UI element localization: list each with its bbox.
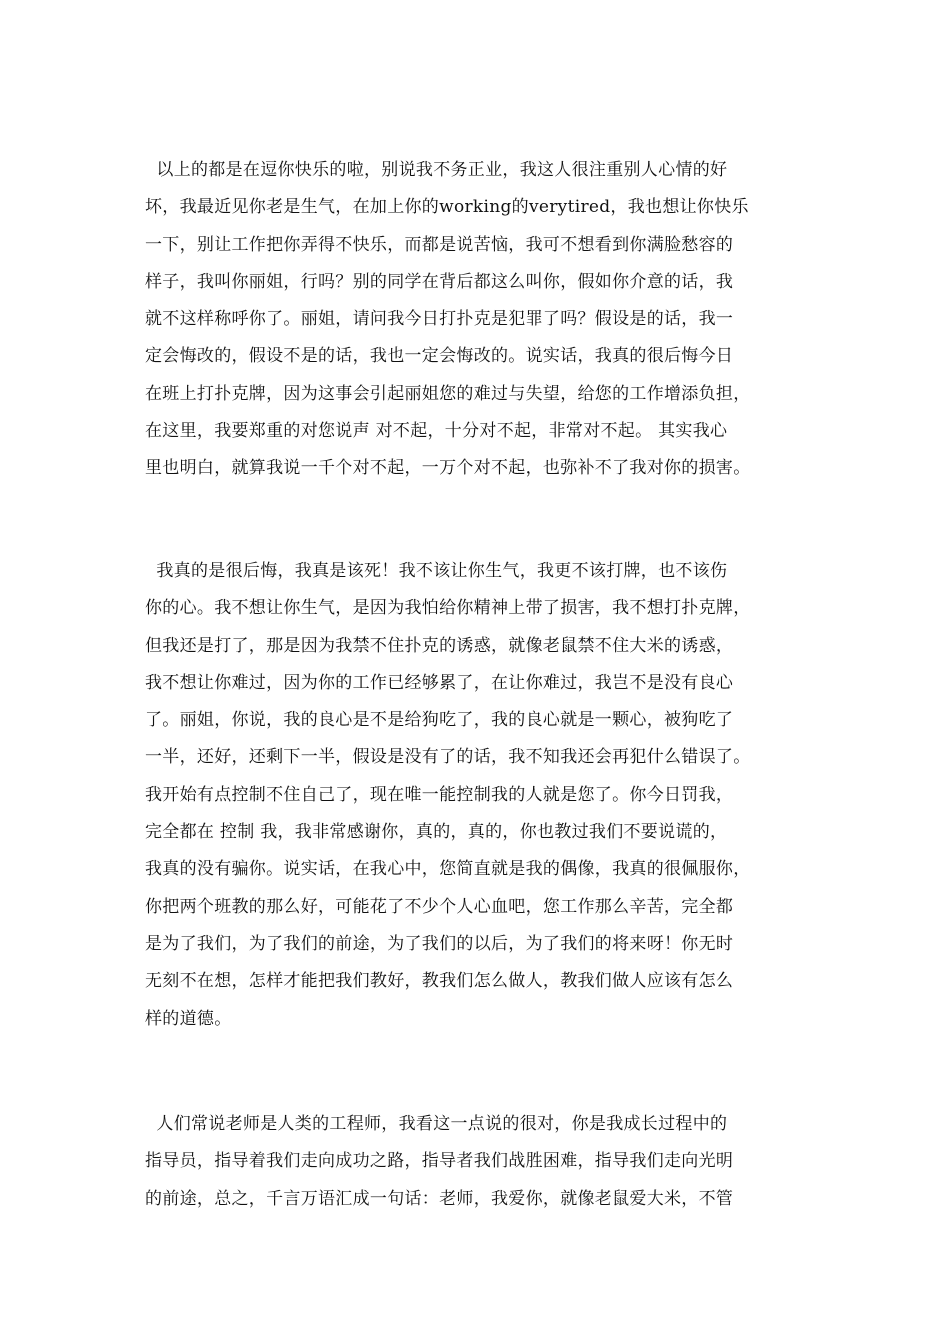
paragraph-line: 人们常说老师是人类的工程师，我看这一点说的很对，你是我成长过程中的 — [145, 1114, 728, 1134]
paragraph-line: 完全都在 控制 我，我非常感谢你，真的，真的，你也教过我们不要说谎的， — [145, 822, 728, 843]
paragraph-line: 里也明白，就算我说一千个对不起，一万个对不起，也弥补不了我对你的损害。 — [145, 458, 751, 479]
paragraph-line: 一下，别让工作把你弄得不快乐，而都是说苦恼，我可不想看到你满脸愁容的 — [145, 234, 734, 255]
paragraph-line: 在班上打扑克牌，因为这事会引起丽姐您的难过与失望，给您的工作增添负担， — [145, 383, 751, 404]
paragraph-line: 无刻不在想，怎样才能把我们教好，教我们怎么做人，教我们做人应该有怎么 — [145, 971, 734, 992]
paragraph-line: 以上的都是在逗你快乐的啦，别说我不务正业，我这人很注重别人心情的好 — [145, 160, 728, 180]
paragraph-line: 坏，我最近见你老是生气，在加上你的working的verytired，我也想让你快乐 — [145, 197, 749, 218]
paragraph-line: 我开始有点控制不住自己了，现在唯一能控制我的人就是您了。你今日罚我， — [145, 784, 734, 805]
paragraph-1 — [145, 152, 815, 488]
paragraph-line: 了。丽姐，你说，我的良心是不是给狗吃了，我的良心就是一颗心，被狗吃了 — [145, 710, 734, 731]
paragraph-line: 样子，我叫你丽姐，行吗？别的同学在背后都这么叫你，假如你介意的话，我 — [145, 271, 734, 292]
paragraph-2 — [145, 553, 815, 1038]
paragraph-line: 一半，还好，还剩下一半，假设是没有了的话，我不知我还会再犯什么错误了。 — [145, 747, 751, 768]
paragraph-line: 是为了我们，为了我们的前途，为了我们的以后，为了我们的将来呀！你无时 — [145, 933, 734, 954]
paragraph-3 — [145, 1106, 815, 1218]
paragraph-line: 在这里，我要郑重的对您说声 对不起，十分对不起，非常对不起。 其实我心 — [145, 421, 728, 442]
paragraph-line: 你的心。我不想让你生气，是因为我怕给你精神上带了损害，我不想打扑克牌， — [145, 598, 751, 619]
paragraph-line: 就不这样称呼你了。丽姐，请问我今日打扑克是犯罪了吗？假设是的话，我一 — [145, 309, 734, 330]
paragraph-line: 我不想让你难过，因为你的工作已经够累了，在让你难过，我岂不是没有良心 — [145, 672, 734, 693]
paragraph-line: 我真的是很后悔，我真是该死！我不该让你生气，我更不该打牌，也不该伤 — [145, 561, 728, 581]
paragraph-line: 指导员，指导着我们走向成功之路，指导者我们战胜困难，指导我们走向光明 — [145, 1151, 734, 1172]
paragraph-line: 我真的没有骗你。说实话，在我心中，您简直就是我的偶像，我真的很佩服你， — [145, 859, 751, 880]
paragraph-line: 但我还是打了，那是因为我禁不住扑克的诱惑，就像老鼠禁不住大米的诱惑， — [145, 635, 734, 656]
paragraph-line: 样的道德。 — [145, 1008, 232, 1029]
paragraph-line: 的前途，总之，千言万语汇成一句话：老师，我爱你，就像老鼠爱大米，不管 — [145, 1188, 734, 1209]
paragraph-line: 你把两个班教的那么好，可能花了不少个人心血吧，您工作那么辛苦，完全都 — [145, 896, 734, 917]
paragraph-line: 定会悔改的，假设不是的话，我也一定会悔改的。说实话，我真的很后悔今日 — [145, 346, 734, 367]
